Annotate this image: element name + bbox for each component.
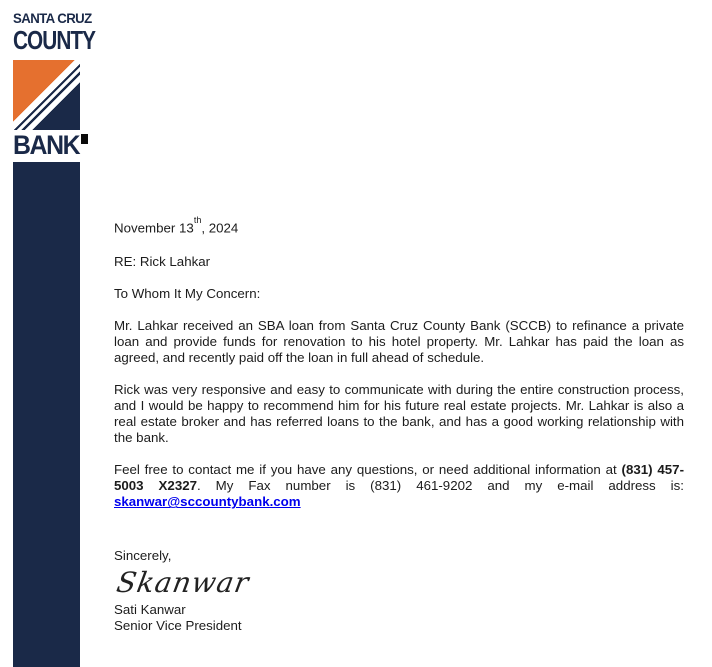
date-ordinal-suffix: th bbox=[193, 215, 202, 225]
date-line bbox=[114, 216, 684, 236]
closing: Sincerely, bbox=[114, 548, 172, 564]
registered-mark-box-icon bbox=[81, 134, 88, 144]
text-segment: November 13 bbox=[114, 220, 194, 236]
paragraph-contact-info bbox=[114, 462, 684, 510]
re-line: RE: Rick Lahkar bbox=[114, 254, 211, 270]
salutation: To Whom It My Concern: bbox=[114, 286, 261, 302]
paragraph-recommendation bbox=[114, 382, 684, 446]
signer-title: Senior Vice President bbox=[114, 618, 242, 634]
logo-text-county: COUNTY bbox=[13, 25, 96, 55]
logo-text-bank bbox=[13, 130, 87, 160]
text-segment: Feel free to contact me if you have any questions, or need additional information at bbox=[114, 462, 622, 478]
logo-bank-word: BANK bbox=[13, 130, 80, 160]
email-link[interactable]: skanwar@sccountybank.com bbox=[114, 494, 301, 510]
signature-script: Skanwar bbox=[114, 566, 252, 600]
text-segment: Rick was very responsive and easy to communicate with during the entire construction process, and I would be happy to recommend him for his future real estate projects. Mr. Lahkar is also a real estate broker and has referred loans to the bank, and has a good working relationship with the bank. bbox=[114, 382, 684, 446]
signer-name: Sati Kanwar bbox=[114, 602, 186, 618]
text-segment: (831) 457-5003 X2327 bbox=[114, 462, 684, 494]
text-segment: , 2024 bbox=[201, 220, 239, 236]
text-segment: . My Fax number is (831) 461-9202 and my e-mail address is: bbox=[197, 478, 684, 494]
text-segment: Mr. Lahkar received an SBA loan from Santa Cruz County Bank (SCCB) to refinance a private loan and provide funds for renovation to his hotel property. Mr. Lahkar has paid the loan as agreed, and recently paid off the loan in full ahead of schedule. bbox=[114, 318, 684, 366]
paragraph-loan-history bbox=[114, 318, 684, 366]
logo-diagonal-mark-icon bbox=[13, 60, 80, 130]
bank-logo bbox=[13, 10, 96, 160]
left-navy-bar bbox=[13, 162, 80, 667]
letter-body bbox=[114, 216, 684, 634]
logo-text-santa-cruz: SANTA CRUZ bbox=[13, 11, 92, 26]
